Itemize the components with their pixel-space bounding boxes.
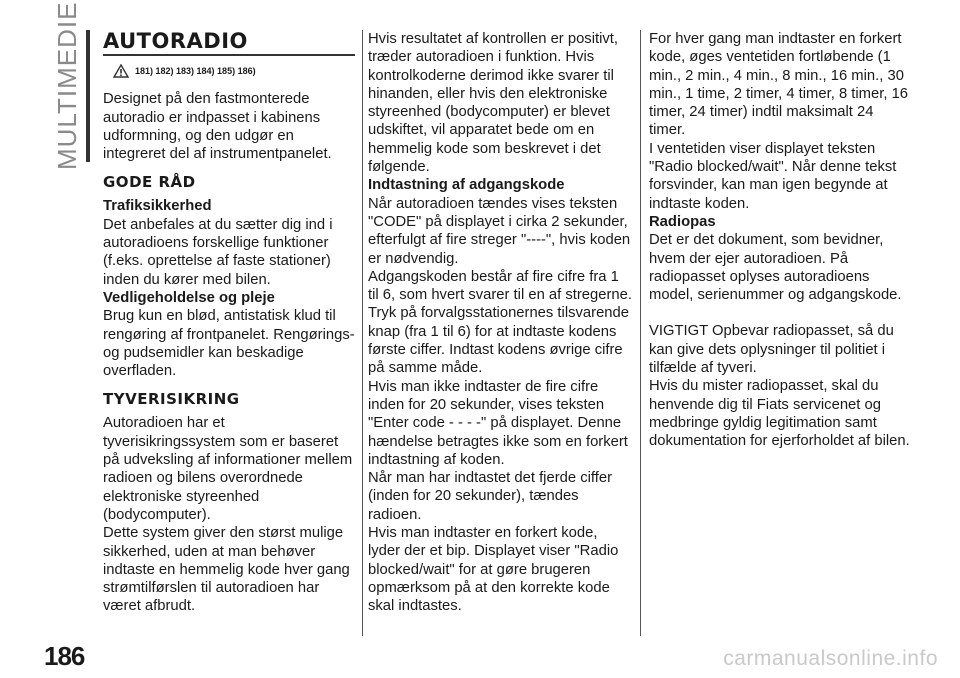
- subheading-traffic-safety: Trafiksikkerhed: [103, 198, 212, 215]
- column-2: [368, 30, 632, 616]
- intro-paragraph: Designet på den fastmonterede autoradio er indpasset i kabinens udformning, og den udgør en integreret del af instrumentpanelet.: [103, 91, 332, 163]
- paragraph-code-complete: Når man har indtastet det fjerde ciffer (inden for 20 sekunder), tændes radioen.: [368, 470, 612, 523]
- warning-references: [113, 62, 355, 80]
- column-3: [649, 30, 913, 451]
- subheading-radio-pass: Radiopas: [649, 213, 716, 230]
- page-number: 186: [44, 641, 85, 671]
- watermark: carmanualsonline.info: [723, 647, 938, 670]
- warning-ref-numbers: 181) 182) 183) 184) 185) 186): [135, 66, 256, 76]
- subheading-code-entry: Indtastning af adgangskode: [368, 177, 565, 194]
- heading-good-advice: GODE RÅD: [103, 173, 196, 192]
- paragraph-traffic-safety: Det anbefales at du sætter dig ind i autoradioens forskellige funktioner (f.eks. oprettelse af faste stationer) inden du kører med bilen.: [103, 216, 333, 288]
- paragraph-care: Brug kun en blød, antistatisk klud til rengøring af frontpanelet. Rengørings- og pudsemidler kan beskadige overfladen.: [103, 308, 355, 380]
- paragraph-wrong-code: Hvis man indtaster en forkert kode, lyder der et bip. Displayet viser "Radio blocked/wait" for at gøre brugeren opmærksom på at den korrekte kode skal indtastes.: [368, 525, 619, 615]
- paragraph-code-digits: Adgangskoden består af fire cifre fra 1 til 6, som hvert svarer til en af stregerne. Tryk på forvalgsstationernes tilsvarende knap (fra 1 til 6) for at indtaste kodens første ciffer. Indtast kodens øvrige cifre på samme måde.: [368, 268, 632, 377]
- paragraph-anti-theft-1: Autoradioen har et tyverisikringssystem som er baseret på udveksling af informationer mellem radioen og bilens overordnede elektroniske styreenhed (bodycomputer).: [103, 415, 353, 523]
- section-marker-bar: [86, 30, 90, 162]
- paragraph-code-display: Når autoradioen tændes vises teksten "CODE" på displayet i cirka 2 sekunder, efterfulgt af fire streger "----", hvis koden er nødvendig.: [368, 195, 631, 267]
- page-title: AUTORADIO: [103, 30, 355, 56]
- paragraph-code-timeout: Hvis man ikke indtaster de fire cifre inden for 20 sekunder, vises teksten "Enter code - - - -" på displayet. Denne hændelse betragtes ikke som en forkert indtastning af koden.: [368, 378, 628, 468]
- section-title-vertical: MULTIMEDIE: [52, 1, 82, 170]
- paragraph-blocked-display: I ventetiden viser displayet teksten "Radio blocked/wait". Når denne tekst forsvinder, kan man igen begynde at indtaste koden.: [649, 140, 897, 212]
- heading-anti-theft: TYVERISIKRING: [103, 390, 240, 409]
- paragraph-important: VIGTIGT Opbevar radiopasset, så du kan give dets oplysninger til politiet i tilfælde af tyveri.: [649, 323, 894, 377]
- column-1: [103, 30, 355, 616]
- paragraph-lost-pass: Hvis du mister radiopasset, skal du henvende dig til Fiats servicenet og medbringe gyldig legitimation samt dokumentation for ejerforholdet af bilen.: [649, 378, 910, 450]
- column-divider: [362, 30, 363, 636]
- subheading-care: Vedligeholdelse og pleje: [103, 289, 275, 306]
- paragraph-radio-pass: Det er det dokument, som bevidner, hvem der ejer autoradioen. På radiopasset oplyses autoradioens model, serienummer og adgangskode.: [649, 232, 902, 304]
- column-divider: [640, 30, 641, 636]
- paragraph-check-result: Hvis resultatet af kontrollen er positivt, træder autoradioen i funktion. Hvis kontrolkoderne derimod ikke svarer til hinanden, eller hvis den elektroniske styreenhed (bodycomputer) er blevet udskiftet, vil apparatet bede om en hemmelig kode som beskrevet i det følgende.: [368, 31, 619, 176]
- warning-triangle-icon: [113, 64, 129, 78]
- paragraph-wait-time: For hver gang man indtaster en forkert kode, øges ventetiden fortløbende (1 min., 2 min., 4 min., 8 min., 16 min., 30 min., 1 time, 2 timer, 4 timer, 8 timer, 16 timer, 24 timer) indtil maksimalt 24 timer.: [649, 31, 909, 139]
- paragraph-anti-theft-2: Dette system giver den størst mulige sikkerhed, uden at man behøver indtaste en hemmelig kode hver gang strømtilførslen til autoradioen har været afbrudt.: [103, 525, 350, 615]
